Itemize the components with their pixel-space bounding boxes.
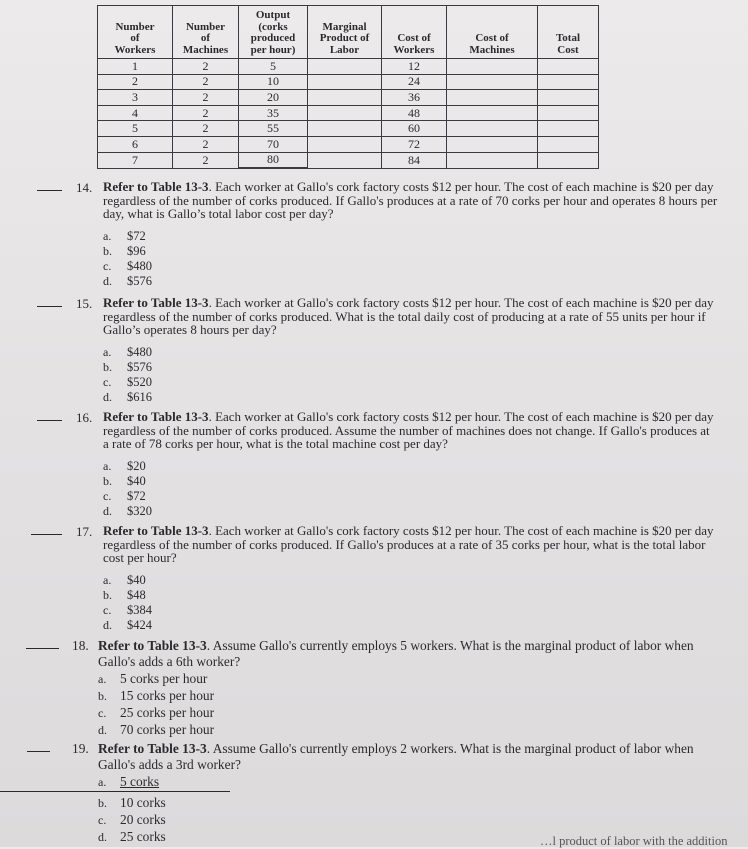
answer-options: [103, 459, 152, 519]
answer-blank[interactable]: [27, 751, 50, 752]
question-number: 18.: [72, 638, 89, 653]
table-cell: 2: [173, 105, 239, 121]
table-body: [98, 59, 599, 169]
table-cell: 2: [173, 136, 239, 152]
header-number-of-machines: Number of Machines: [173, 6, 239, 59]
table-cell: 60: [382, 121, 447, 137]
option-letter: d.: [103, 390, 112, 404]
table-cell: 6: [98, 136, 173, 152]
question-number: 17.: [76, 524, 93, 539]
table-cell: 2: [173, 152, 239, 168]
answer-option[interactable]: [103, 474, 152, 489]
option-letter: a.: [98, 672, 107, 686]
table-cell: 35: [239, 105, 308, 121]
option-letter: b.: [98, 689, 107, 703]
answer-option[interactable]: [103, 229, 152, 244]
answer-option[interactable]: [98, 773, 166, 790]
option-letter: d.: [103, 618, 112, 632]
table-cell: [308, 90, 382, 106]
answer-blank[interactable]: [37, 190, 62, 191]
option-text: $576: [127, 274, 152, 288]
table-cell: 4: [98, 105, 173, 121]
option-text: $72: [127, 489, 146, 503]
answer-option[interactable]: [103, 489, 152, 504]
answer-option[interactable]: [103, 459, 152, 474]
table-cell: [538, 152, 599, 168]
option-text: 10 corks: [120, 795, 166, 810]
answer-option[interactable]: [98, 721, 214, 738]
table-cell: 2: [173, 90, 239, 106]
table-row: [98, 105, 599, 121]
option-text: 20 corks: [120, 812, 166, 827]
question-body: . Each worker at Gallo's cork factory costs $12 per hour. The cost of each machine is $20 per day regardless of the number of corks produced. What is the total daily cost of producing at a rate of 55 units per hour if Gallo’s operates 8 hours per day?: [103, 295, 714, 338]
table-cell: 2: [173, 74, 239, 90]
table-cell: [538, 74, 599, 90]
header-cost-of-workers: Cost of Workers: [382, 6, 447, 59]
table-row: [98, 136, 599, 152]
table-reference: Refer to Table 13-3: [103, 179, 209, 194]
table-row: [98, 59, 599, 75]
option-letter: d.: [103, 504, 112, 518]
answer-option[interactable]: [103, 274, 152, 289]
table-cell: [447, 59, 538, 75]
table-cell: [447, 121, 538, 137]
option-letter: a.: [103, 573, 112, 587]
question-body: . Assume Gallo's currently employs 2 workers. What is the marginal product of labor when Gallo's adds a 3rd worker?: [98, 741, 694, 772]
option-letter: c.: [103, 259, 112, 273]
table-header-row: [98, 6, 599, 59]
option-text: 15 corks per hour: [120, 688, 215, 703]
option-letter: d.: [103, 274, 112, 288]
table-cell: [308, 74, 382, 90]
page-rule: [0, 791, 230, 792]
table-reference: Refer to Table 13-3: [103, 409, 209, 424]
question-body: . Each worker at Gallo's cork factory costs $12 per hour. The cost of each machine is $20 per day regardless of the number of corks produced. If Gallo's produces at a rate of 35 corks per hour, what is the total labor cost per hour?: [103, 523, 714, 566]
option-text: $40: [127, 474, 146, 488]
table-cell: 12: [382, 59, 447, 75]
table-row: [98, 121, 599, 137]
table-cell: [538, 59, 599, 75]
table-cell: [538, 105, 599, 121]
header-total-cost: Total Cost: [538, 6, 599, 59]
answer-options: [103, 229, 152, 289]
table-cell: 10: [239, 74, 308, 90]
table-cell: 1: [98, 59, 173, 75]
option-letter: d.: [98, 723, 107, 737]
table-cell: 7: [98, 152, 173, 168]
table-cell: 24: [382, 74, 447, 90]
question-text: [98, 741, 713, 773]
table-cell: 2: [98, 74, 173, 90]
answer-option[interactable]: [103, 390, 152, 405]
option-letter: c.: [98, 813, 107, 827]
table-reference: Refer to Table 13-3: [98, 741, 207, 756]
answer-option[interactable]: [103, 375, 152, 390]
table-row: [98, 152, 599, 168]
table-reference: Refer to Table 13-3: [103, 295, 209, 310]
question-number: 19.: [72, 741, 89, 756]
option-text: $616: [127, 390, 152, 404]
answer-blank[interactable]: [26, 648, 59, 649]
header-number-of-workers: Number of Workers: [98, 6, 173, 59]
table-cell: [308, 121, 382, 137]
table-cell: [308, 105, 382, 121]
option-text: $20: [127, 459, 146, 473]
answer-options: [103, 345, 152, 405]
option-text: $40: [127, 573, 146, 587]
table-cell: [447, 74, 538, 90]
question-body: . Each worker at Gallo's cork factory costs $12 per hour. The cost of each machine is $20 per day regardless of the number of corks produced. If Gallo's produces at a rate of 70 corks per hour and operates 8 hours per day, what is Gallo’s total labor cost per day?: [103, 179, 718, 222]
answer-blank[interactable]: [37, 420, 62, 421]
option-letter: b.: [98, 796, 107, 810]
table-cell: [308, 136, 382, 152]
option-text: $72: [127, 229, 146, 243]
answer-blank[interactable]: [31, 534, 62, 535]
header-marginal-product: Marginal Product of Labor: [308, 6, 382, 59]
option-text: 5 corks: [120, 774, 160, 789]
header-cost-of-machines: Cost of Machines: [447, 6, 538, 59]
option-letter: b.: [103, 588, 112, 602]
question-number: 15.: [76, 296, 93, 311]
answer-option[interactable]: [98, 828, 166, 845]
option-text: $480: [127, 345, 152, 359]
option-letter: d.: [98, 830, 107, 844]
answer-option[interactable]: [98, 670, 214, 687]
option-text: $384: [127, 603, 152, 617]
table-cell: 72: [382, 136, 447, 152]
table-cell: 36: [382, 90, 447, 106]
question-text: [98, 638, 713, 670]
table-cell: 55: [239, 121, 308, 137]
answer-option[interactable]: [103, 244, 152, 259]
option-text: $576: [127, 360, 152, 374]
option-text: $48: [127, 588, 146, 602]
question-text: [103, 524, 718, 565]
option-letter: a.: [103, 229, 112, 243]
answer-options: [98, 773, 166, 845]
answer-option[interactable]: [103, 360, 152, 375]
answer-option[interactable]: [103, 603, 152, 618]
question-text: [103, 410, 718, 451]
answer-options: [98, 670, 214, 738]
table-cell: [308, 59, 382, 75]
question-number: 16.: [76, 410, 93, 425]
table-cell: [538, 90, 599, 106]
answer-option[interactable]: [98, 687, 214, 704]
table-cell: [538, 136, 599, 152]
table-cell: 5: [239, 59, 308, 75]
table-cell: 2: [173, 121, 239, 137]
answer-option[interactable]: [103, 573, 152, 588]
table-cell: 3: [98, 90, 173, 106]
option-text: $480: [127, 259, 152, 273]
header-output: Output (corks produced per hour): [239, 6, 308, 59]
option-text: $520: [127, 375, 152, 389]
question-body: . Each worker at Gallo's cork factory costs $12 per hour. The cost of each machine is $20 per day regardless of the number of corks produced. Assume the number of machines does not change. If Gallo's produces at a rate of 78 corks per hour, what is the total machine cost per day?: [103, 409, 714, 452]
table-cell: [447, 90, 538, 106]
table-13-3: [97, 5, 599, 169]
answer-option[interactable]: [103, 504, 152, 519]
option-letter: c.: [98, 706, 107, 720]
answer-option[interactable]: [98, 811, 166, 828]
table-row: [98, 74, 599, 90]
option-letter: b.: [103, 360, 112, 374]
question-body: . Assume Gallo's currently employs 5 workers. What is the marginal product of labor when Gallo's adds a 6th worker?: [98, 638, 694, 669]
option-text: 70 corks per hour: [120, 722, 215, 737]
option-letter: a.: [103, 459, 112, 473]
table-cell: 80: [239, 152, 308, 168]
table-cell: 5: [98, 121, 173, 137]
table-cell: 48: [382, 105, 447, 121]
option-letter: b.: [103, 244, 112, 258]
question-text: [103, 180, 718, 221]
option-text: 25 corks per hour: [120, 705, 215, 720]
table-cell: 84: [382, 152, 447, 168]
table-cell: [447, 105, 538, 121]
answer-options: [103, 573, 152, 633]
option-letter: b.: [103, 474, 112, 488]
option-text: 5 corks per hour: [120, 671, 208, 686]
cutoff-text: …l product of labor with the addition: [540, 834, 728, 848]
option-letter: a.: [98, 775, 107, 789]
table-cell: [447, 152, 538, 168]
question-number: 14.: [76, 180, 93, 195]
option-letter: a.: [103, 345, 112, 359]
table-cell: 2: [173, 59, 239, 75]
table-cell: 20: [239, 90, 308, 106]
option-letter: c.: [103, 603, 112, 617]
option-text: $96: [127, 244, 146, 258]
table-cell: 70: [239, 136, 308, 152]
option-letter: c.: [103, 375, 112, 389]
table-cell: [538, 121, 599, 137]
table-cell: [447, 136, 538, 152]
answer-option[interactable]: [98, 704, 214, 721]
option-text: $424: [127, 618, 152, 632]
answer-blank[interactable]: [37, 306, 62, 307]
option-text: $320: [127, 504, 152, 518]
answer-option[interactable]: [103, 259, 152, 274]
table-row: [98, 90, 599, 106]
answer-option[interactable]: [98, 794, 166, 811]
table-reference: Refer to Table 13-3: [98, 638, 207, 653]
answer-option[interactable]: [103, 618, 152, 633]
answer-option[interactable]: [103, 588, 152, 603]
question-text: [103, 296, 718, 337]
table-reference: Refer to Table 13-3: [103, 523, 209, 538]
answer-option[interactable]: [103, 345, 152, 360]
option-text: 25 corks: [120, 829, 166, 844]
option-letter: c.: [103, 489, 112, 503]
table-cell: [308, 152, 382, 168]
